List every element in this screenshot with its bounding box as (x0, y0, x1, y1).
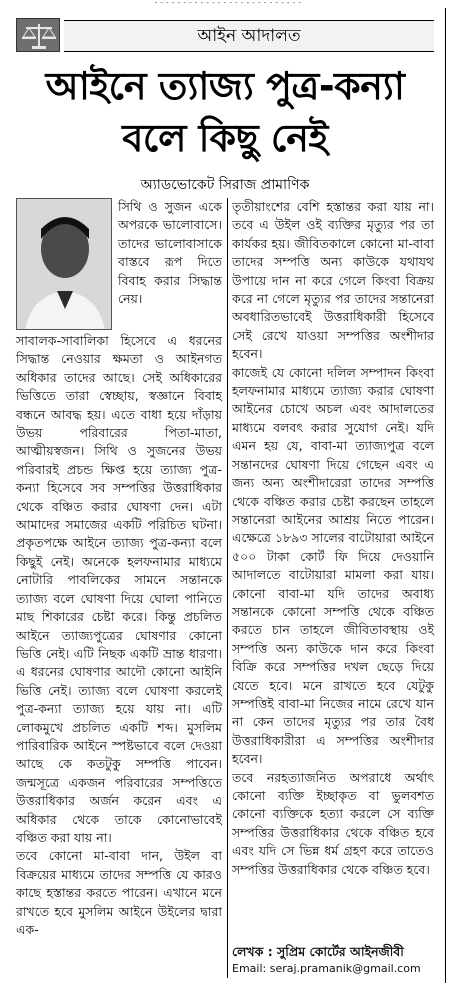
author-email: Email: seraj.pramanik@gmail.com (232, 962, 421, 975)
right-rule (445, 8, 446, 983)
column-a-paragraph: তবে কোনো মা-বাবা দান, উইল বা বিক্রয়ের মাধ্যমে তাদের সম্পত্তি যে কারও কাছে হস্তান্তর করতে পারেন। এখানে মনে রাখতে হবে মুসলিম আইনে উইলের দ্বারা এক- (16, 848, 222, 937)
column-a-paragraph: সাবালক-সাবালিকা হিসেবে এ ধরনের সিদ্ধান্ত নেওয়ার ক্ষমতা ও আইনগত অধিকার তাদের আছে। সেই অধিকারের ভিত্তিতে তারা স্বেচ্ছায়, স্বজ্ঞানে বিবাহ বন্ধনে আবদ্ধ হয়। এতে বাধা হয়ে দাঁড়ায় উভয় পরিবারের পিতা-মাতা, আত্মীয়স্বজন। সিথি ও সুজনের উভয় পরিবারই প্রচন্ড ক্ষিপ্ত হয়ে ত্যাজ্য পুত্র-কন্যা হিসেবে সব সম্পত্তির উত্তরাধিকার থেকে বঞ্চিত করার ঘোষণা দেন। এটা আমাদের সমাজের একটি পরিচিত ঘটনা। প্রকৃতপক্ষে আইনে ত্যাজ্য পুত্র-কন্যা বলে কিছুই নেই। অনেকে হলফনামার মাধ্যমে নোটারি পাবলিকের সামনে সন্তানকে ত্যাজ্য বলে ঘোষণা দিয়ে ঘোলা পানিতে মাছ শিকারের চেষ্টা করে। কিন্তু প্রচলিত আইনে ত্যাজ্যপুত্রের ঘোষণার কোনো ভিত্তি নেই। এটি নিছক একটি ভ্রান্ত ধারণা। এ ধরনের ঘোষণার আদৌ কোনো আইনি ভিত্তি নেই। ত্যাজ্য বলে ঘোষণা করলেই পুত্র-কন্যা ত্যাজ্য হয়ে যায় না। এটি লোকমুখে প্রচলিত একটি শব্দ। মুসলিম পারিবারিক আইনে স্পষ্টভাবে বলে দেওয়া আছে কে কতটুকু সম্পত্তি পাবেন। জন্মসূত্রে একজন পরিবারের সম্পত্তিতে উত্তরাধিকার অর্জন করেন এবং এ অধিকার থেকে তাকে কোনোভাবেই বঞ্চিত করা যায় না। (16, 333, 222, 845)
top-strip (0, 0, 456, 8)
column-a-intro (118, 198, 222, 308)
column-b-paragraph: কাজেই যে কোনো দলিল সম্পাদন কিংবা হলফনামার মাধ্যমে ত্যাজ্য করার ঘোষণা আইনের চোখে অচল এবং আদালতের মাধ্যমে বলবৎ করার সুযোগ নেই। যদি এমন হয় যে, বাবা-মা ত্যাজ্যপুত্র বলে সন্তানদের ঘোষণা দিয়ে গেছেন এবং এ জন্য অন্য অংশীদারেরা তাদের সম্পত্তি থেকে বঞ্চিত করার চেষ্টা করছেন তাহলে সন্তানেরা আইনের আশ্রয় নিতে পারেন। এক্ষেত্রে ১৮৯৩ সালের বাটোয়ারা আইনে ৫০০ টাকা কোর্ট ফি দিয়ে দেওয়ানি আদালতে বাটোয়ারা মামলা করা যায়। কোনো বাবা-মা যদি তাদের অবাধ্য সন্তানকে কোনো সম্পত্তি থেকে বঞ্চিত করতে চান তাহলে জীবিতাবস্থায় ওই সম্পত্তি অন্য কাউকে দান করে কিংবা বিক্রি করে সম্পত্তির দখল ছেড়ে দিয়ে যেতে হবে। মনে রাখতে হবে যেটুকু সম্পত্তিই বাবা-মা নিজের নামে রেখে যান না কেন তাদের মৃত্যুর পর তার বৈধ উত্তরাধিকারীরা এ সম্পত্তির অংশীদার হবেন। (232, 364, 434, 767)
column-b-paragraph: তবে নরহত্যাজনিত অপরাধে অর্থাৎ কোনো ব্যক্তি ইচ্ছাকৃত বা ভুলবশত কোনো ব্যক্তিকে হত্যা করলে সে ব্যক্তি সম্পত্তির উত্তরাধিকার থেকে বঞ্চিত হবে এবং যদি সে ভিন্ন ধর্ম গ্রহণ করে তাতেও সম্পত্তির উত্তরাধিকার থেকে বঞ্চিত হবে। (232, 769, 434, 877)
section-title: আইন আদালত (197, 26, 301, 46)
headline-line-2: বলে কিছু নেই (122, 116, 328, 160)
author-photo (16, 198, 112, 330)
author-credit: লেখক : সুপ্রিম কোর্টের আইনজীবী (232, 944, 404, 959)
column-a (16, 332, 222, 939)
column-b-paragraph: তৃতীয়াংশের বেশি হস্তান্তর করা যায় না। তবে এ উইল ওই ব্যক্তির মৃত্যুর পর তা কার্যকর হয়। জীবিতকালে কোনো মা-বাবা তাদের সম্পত্তি অন্য কাউকে যথাযথ উপায়ে দান না করে গেলে কিংবা বিক্রয় করে না গেলে মৃত্যুর পর তাদের সন্তানেরা অবধারিতভাবেই উত্তরাধিকারী হিসেবে সেই রেখে যাওয়া সম্পত্তির অংশীদার হবেন। (232, 199, 434, 362)
column-divider (227, 198, 228, 978)
byline: অ্যাডভোকেট সিরাজ প্রামাণিক (140, 177, 310, 193)
top-strip-text: - - - - - - - - - - - - - - - - - - - - - - - - - - (154, 0, 302, 7)
column-a-intro-text: সিথি ও সুজন একে অপরকে ভালোবাসে। তাদের ভালোবাসাকে বাস্তবে রূপ দিতে বিবাহ করার সিদ্ধান্ত নেয়। (118, 199, 222, 307)
section-header (64, 20, 434, 52)
headline (16, 60, 434, 164)
column-b (232, 198, 434, 879)
scales-of-justice-icon (16, 18, 60, 52)
headline-line-1: আইনে ত্যাজ্য পুত্র-কন্যা (45, 64, 405, 108)
